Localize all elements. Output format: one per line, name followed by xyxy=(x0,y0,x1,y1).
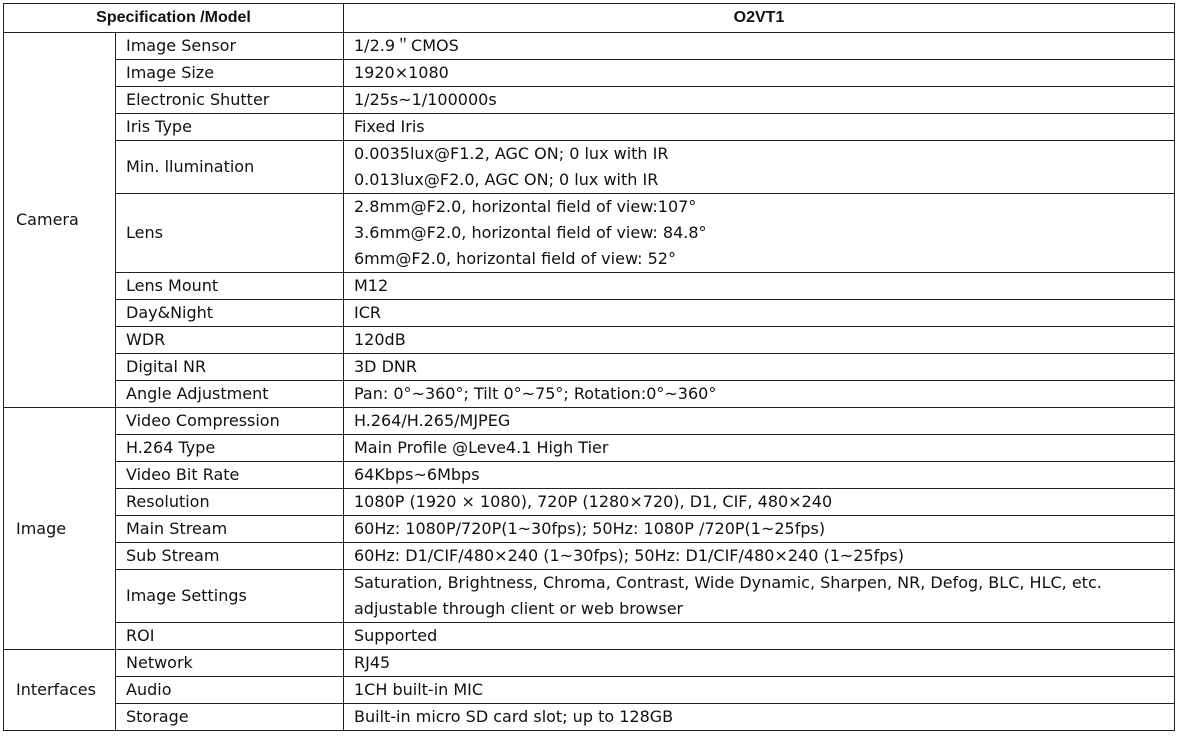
spec-value xyxy=(344,489,1175,516)
spec-label: WDR xyxy=(116,327,344,354)
spec-value-line: 1/2.9＂CMOS xyxy=(354,36,459,55)
spec-value-line: Fixed Iris xyxy=(354,117,425,136)
table-row xyxy=(4,516,1175,543)
table-row xyxy=(4,623,1175,650)
spec-value xyxy=(344,516,1175,543)
spec-value-line: 60Hz: D1/CIF/480×240 (1~30fps); 50Hz: D1/CIF/480×240 (1~25fps) xyxy=(354,546,905,565)
table-row xyxy=(4,33,1175,60)
spec-value xyxy=(344,650,1175,677)
spec-value xyxy=(344,704,1175,731)
spec-value-line: 0.0035lux@F1.2, AGC ON; 0 lux with IR xyxy=(354,144,669,163)
spec-value-line: 64Kbps~6Mbps xyxy=(354,465,480,484)
spec-value xyxy=(344,677,1175,704)
spec-label: Sub Stream xyxy=(116,543,344,570)
spec-value-line: 1CH built-in MIC xyxy=(354,680,484,699)
group-label-image: Image xyxy=(4,408,116,650)
table-row xyxy=(4,327,1175,354)
spec-value-line: 2.8mm@F2.0, horizontal field of view:107° xyxy=(354,197,697,216)
spec-label: Lens xyxy=(116,194,344,273)
spec-value xyxy=(344,408,1175,435)
spec-value-line: Saturation, Brightness, Chroma, Contrast, Wide Dynamic, Sharpen, NR, Defog, BLC, HLC, etc. xyxy=(354,573,1102,592)
table-row xyxy=(4,354,1175,381)
table-row xyxy=(4,543,1175,570)
spec-value xyxy=(344,327,1175,354)
spec-label: Image Settings xyxy=(116,570,344,623)
spec-value-line: Main Profile @Leve4.1 High Tier xyxy=(354,438,609,457)
spec-value-line: adjustable through client or web browser xyxy=(354,599,684,618)
spec-label: Digital NR xyxy=(116,354,344,381)
spec-label: Network xyxy=(116,650,344,677)
spec-table xyxy=(3,3,1175,731)
spec-table-container xyxy=(3,3,1175,731)
spec-label: H.264 Type xyxy=(116,435,344,462)
spec-label: Storage xyxy=(116,704,344,731)
spec-value-line: Built-in micro SD card slot; up to 128GB xyxy=(354,707,674,726)
spec-label: Main Stream xyxy=(116,516,344,543)
spec-label: ROI xyxy=(116,623,344,650)
spec-value xyxy=(344,33,1175,60)
table-row xyxy=(4,60,1175,87)
spec-value xyxy=(344,87,1175,114)
table-row xyxy=(4,114,1175,141)
spec-value-line: M12 xyxy=(354,276,389,295)
group-label-interfaces: Interfaces xyxy=(4,650,116,731)
spec-label: Lens Mount xyxy=(116,273,344,300)
spec-table-body xyxy=(4,33,1175,731)
spec-value-line: Pan: 0°~360°; Tilt 0°~75°; Rotation:0°~360° xyxy=(354,384,717,403)
spec-value xyxy=(344,381,1175,408)
spec-value xyxy=(344,354,1175,381)
table-row xyxy=(4,570,1175,623)
spec-value-line: 3.6mm@F2.0, horizontal field of view: 84.8° xyxy=(354,223,707,242)
spec-value xyxy=(344,273,1175,300)
table-row xyxy=(4,462,1175,489)
spec-value-line: RJ45 xyxy=(354,653,391,672)
table-row xyxy=(4,87,1175,114)
spec-label: Min. llumination xyxy=(116,141,344,194)
spec-label: Day&Night xyxy=(116,300,344,327)
spec-label: Video Compression xyxy=(116,408,344,435)
spec-label: Video Bit Rate xyxy=(116,462,344,489)
table-row xyxy=(4,408,1175,435)
header-spec-model: Specification /Model xyxy=(4,4,344,33)
spec-value-line: H.264/H.265/MJPEG xyxy=(354,411,511,430)
spec-value xyxy=(344,114,1175,141)
spec-value-line: 1080P (1920 × 1080), 720P (1280×720), D1, CIF, 480×240 xyxy=(354,492,833,511)
spec-label: Image Sensor xyxy=(116,33,344,60)
spec-value xyxy=(344,300,1175,327)
table-row xyxy=(4,650,1175,677)
spec-label: Audio xyxy=(116,677,344,704)
spec-value xyxy=(344,623,1175,650)
spec-value xyxy=(344,543,1175,570)
spec-label: Electronic Shutter xyxy=(116,87,344,114)
spec-value xyxy=(344,462,1175,489)
table-row xyxy=(4,300,1175,327)
table-row xyxy=(4,273,1175,300)
table-row xyxy=(4,141,1175,194)
spec-label: Image Size xyxy=(116,60,344,87)
table-row xyxy=(4,435,1175,462)
spec-value-line: 120dB xyxy=(354,330,406,349)
spec-value-line: 60Hz: 1080P/720P(1~30fps); 50Hz: 1080P /720P(1~25fps) xyxy=(354,519,826,538)
spec-value-line: 1/25s~1/100000s xyxy=(354,90,497,109)
header-model-name: O2VT1 xyxy=(344,4,1175,33)
table-row xyxy=(4,704,1175,731)
spec-value-line: 3D DNR xyxy=(354,357,417,376)
spec-label: Angle Adjustment xyxy=(116,381,344,408)
spec-value xyxy=(344,570,1175,623)
header-row xyxy=(4,4,1175,33)
spec-value-line: ICR xyxy=(354,303,382,322)
table-row xyxy=(4,489,1175,516)
group-label-camera: Camera xyxy=(4,33,116,408)
table-row xyxy=(4,194,1175,273)
spec-label: Iris Type xyxy=(116,114,344,141)
table-row xyxy=(4,677,1175,704)
spec-value xyxy=(344,194,1175,273)
spec-value-line: 1920×1080 xyxy=(354,63,449,82)
spec-value xyxy=(344,60,1175,87)
spec-value-line: 0.013lux@F2.0, AGC ON; 0 lux with IR xyxy=(354,170,659,189)
table-row xyxy=(4,381,1175,408)
spec-label: Resolution xyxy=(116,489,344,516)
spec-value-line: 6mm@F2.0, horizontal field of view: 52° xyxy=(354,249,676,268)
spec-value xyxy=(344,141,1175,194)
spec-value-line: Supported xyxy=(354,626,438,645)
spec-value xyxy=(344,435,1175,462)
